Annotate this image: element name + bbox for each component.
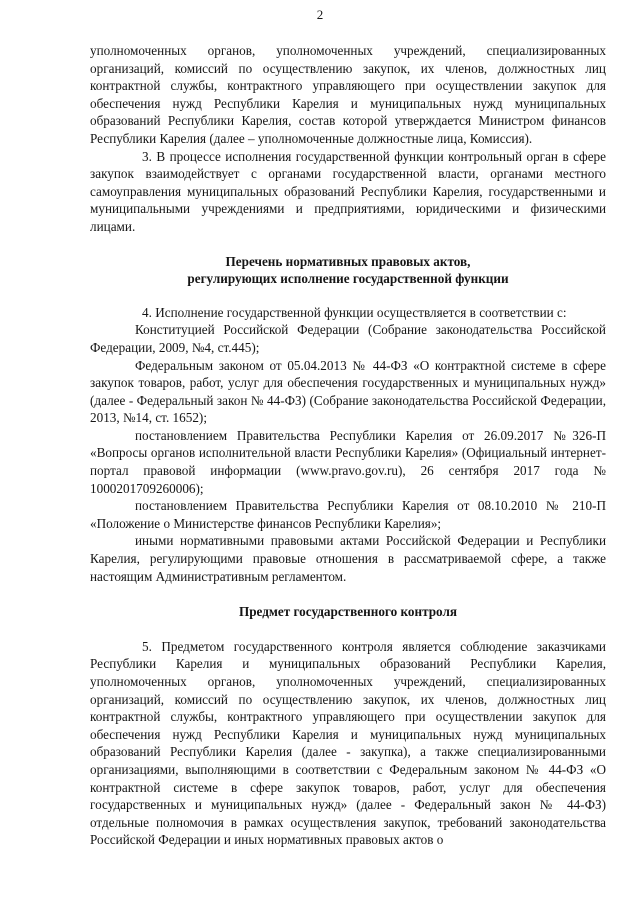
- document-body: [90, 42, 606, 849]
- paragraph-3: 3. В процессе исполнения государственной функции контрольный орган в сфере закупок взаимодействует с органами государственной власти, органами местного самоуправления муниципальных образований Республики Карелия, государственными и муниципальными учреждениями и предприятиями, юридическими и физическими лицами.: [90, 148, 606, 234]
- section-heading-1-line-1: Перечень нормативных правовых актов,: [225, 253, 471, 269]
- list-item-resolution-210: постановлением Правительства Республики Карелия от 08.10.2010 № 210-П «Положение о Министерстве финансов Республики Карелия»;: [90, 498, 606, 531]
- paragraph-5: 5. Предметом государственного контроля является соблюдение заказчиками Республики Карелия и муниципальных образований Республики Карелия, уполномоченных органов, уполномоченных учреждений, специализированных организаций, комиссий по осуществлению закупок, их членов, должностных лиц контрактной службы, контрактного управляющего при осуществлении закупок для обеспечения нужд Республики Карелия и муниципальных нужд муниципальных образований Республики Карелия (далее - закупка), а также специализированными организациями, выполняющими в соответствии с Федеральным законом № 44-ФЗ «О контрактной системе в сфере закупок товаров, работ, услуг для обеспечения государственных и муниципальных нужд» (далее - Федеральный закон № 44-ФЗ) отдельные полномочия в рамках осуществления закупок, требований законодательства Российской Федерации и иных нормативных правовых актов о: [90, 638, 606, 848]
- section-heading-1-line-2: регулирующих исполнение государственной функции: [187, 271, 509, 287]
- list-item-other-acts: иными нормативными правовыми актами Российской Федерации и Республики Карелия, регулирующими правовые отношения в рассматриваемой сфере, а также настоящим Административным регламентом.: [90, 533, 606, 584]
- section-heading-2: Предмет государственного контроля: [238, 604, 458, 620]
- paragraph-continued: уполномоченных органов, уполномоченных учреждений, специализированных организаций, комиссий по осуществлению закупок, их членов, должностных лиц контрактной службы, контрактного управляющего при осуществлении закупок для обеспечения нужд Республики Карелия и муниципальных нужд муниципальных образований Республики Карелия, состав которой утверждается Министром финансов Республики Карелия (далее – уполномоченные должностные лица, Комиссия).: [90, 43, 606, 146]
- list-item-resolution-326: постановлением Правительства Республики Карелия от 26.09.2017 №326-П «Вопросы органов исполнительной власти Республики Карелия» (Официальный интернет-портал правовой информации (www.pravo.gov.ru), 26 сентября 2017 года № 1000201709260006);: [90, 427, 606, 496]
- page-number: 2: [316, 7, 324, 22]
- paragraph-4: 4. Исполнение государственной функции осуществляется в соответствии с:: [142, 304, 567, 320]
- list-item-constitution: Конституцией Российской Федерации (Собрание законодательства Российской Федерации, 2009, №4, ст.445);: [90, 322, 606, 355]
- list-item-federal-law: Федеральным законом от 05.04.2013 № 44-ФЗ «О контрактной системе в сфере закупок товаров, работ, услуг для обеспечения государственных и муниципальных нужд» (далее - Федеральный закон № 44-ФЗ) (Собрание законодательства Российской Федерации, 2013, №14, ст. 1652);: [90, 357, 606, 426]
